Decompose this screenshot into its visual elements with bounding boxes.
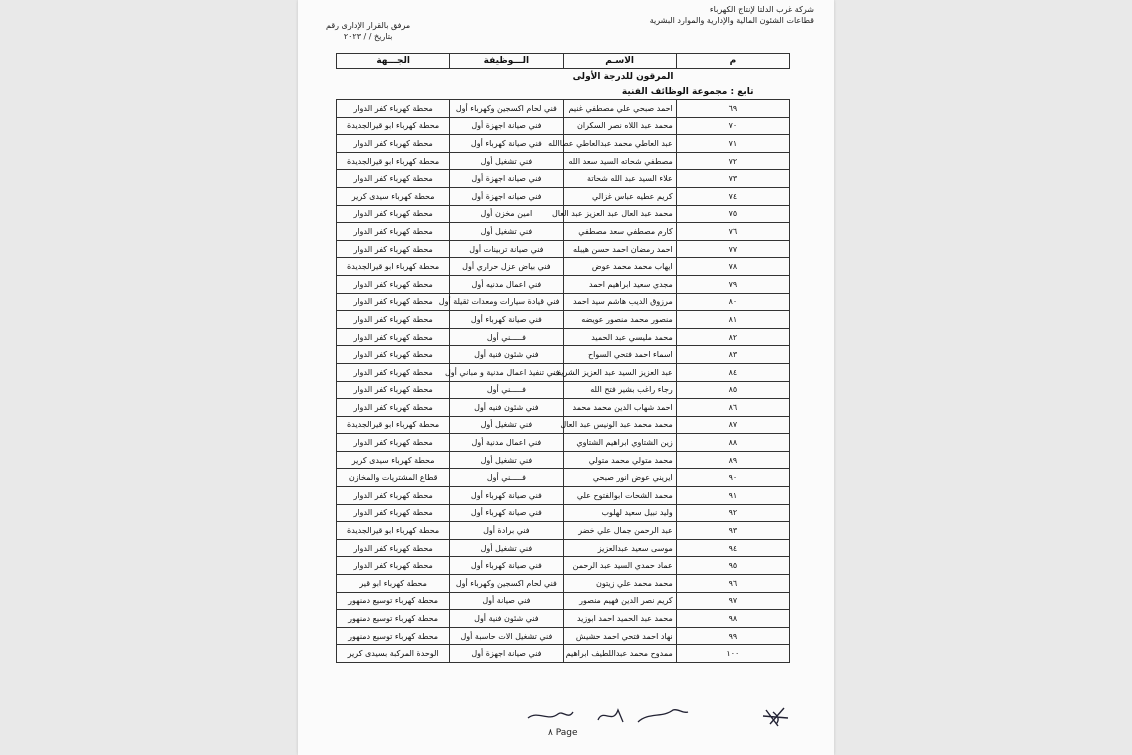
job-title: فني صيانة كهرباء أول: [450, 487, 563, 505]
employee-name: احمد رمضان احمد حسن هيبله: [563, 240, 676, 258]
job-title: فني صيانة اجهزة أول: [450, 117, 563, 135]
table-row: [337, 100, 790, 118]
row-number: ٩٤: [676, 539, 789, 557]
job-title: فـــــني أول: [450, 469, 563, 487]
table-row: [337, 346, 790, 364]
employee-name: مصطفي شحاته السيد سعد الله: [563, 152, 676, 170]
employee-name: منصور محمد منصور عويضه: [563, 311, 676, 329]
row-number: ٨٠: [676, 293, 789, 311]
company-department: قطاعات الشئون المالية والإدارية والموارد البشرية: [649, 16, 814, 25]
department: محطة كهرباء كفر الدوار: [337, 275, 450, 293]
employee-name: عبد العزيز السيد عبد العزيز الشريف: [563, 363, 676, 381]
employee-name: ايريني عوض انور صبحي: [563, 469, 676, 487]
table-row: [337, 487, 790, 505]
department: قطاع المشتريات والمخازن: [337, 469, 450, 487]
signature-1: [528, 712, 573, 718]
job-title: فني تشغيل أول: [450, 152, 563, 170]
row-number: ٩١: [676, 487, 789, 505]
table-row: [337, 275, 790, 293]
table-row: [337, 328, 790, 346]
col-num: م: [676, 54, 789, 69]
department: محطة كهرباء كفر الدوار: [337, 223, 450, 241]
table-row: [337, 187, 790, 205]
row-number: ٩٠: [676, 469, 789, 487]
department: محطة كهرباء كفر الدوار: [337, 504, 450, 522]
decision-reference: [326, 20, 410, 42]
employee-name: ايهاب محمد محمد عوض: [563, 258, 676, 276]
table-row: [337, 504, 790, 522]
job-title: فني برادة أول: [450, 522, 563, 540]
table-row: [337, 135, 790, 153]
employee-name: اسماء احمد فتحي السواح: [563, 346, 676, 364]
job-title: فني تشغيل أول: [450, 223, 563, 241]
department: محطة كهرباء كفر الدوار: [337, 363, 450, 381]
employee-name: موسى سعيد عبدالعزيز: [563, 539, 676, 557]
promotions-table: [336, 53, 790, 663]
row-number: ٦٩: [676, 100, 789, 118]
job-title: فني تشغيل أول: [450, 539, 563, 557]
job-title: فني صيانة كهرباء أول: [450, 557, 563, 575]
row-number: ٩٩: [676, 627, 789, 645]
job-title: فني صيانة اجهزة أول: [450, 170, 563, 188]
department: محطة كهرباء كفر الدوار: [337, 434, 450, 452]
department: محطة كهرباء كفر الدوار: [337, 399, 450, 417]
job-title: فـــــني أول: [450, 381, 563, 399]
employee-name: محمد محمد عبد الونيس عبد العال: [563, 416, 676, 434]
job-title: فني صيانة اجهزة أول: [450, 645, 563, 663]
company-name: شركة غرب الدلتا لإنتاج الكهرباء: [709, 5, 814, 14]
job-title: فـــــني أول: [450, 328, 563, 346]
employee-name: نهاد احمد فتحي احمد حشيش: [563, 627, 676, 645]
row-number: ٧٥: [676, 205, 789, 223]
company-header: [650, 4, 814, 26]
table-row: [337, 575, 790, 593]
col-job: الـــوظيفة: [450, 54, 563, 69]
employee-name: كارم مصطفي سعد مصطفي: [563, 223, 676, 241]
department: محطة كهرباء ابو قيرالجديدة: [337, 522, 450, 540]
table-row: [337, 627, 790, 645]
employee-name: محمد عبد اللاه نصر السكران: [563, 117, 676, 135]
job-title: فني تشغيل أول: [450, 451, 563, 469]
employee-name: علاء السيد عبد الله شحاتة: [563, 170, 676, 188]
row-number: ٩٥: [676, 557, 789, 575]
row-number: ٧٦: [676, 223, 789, 241]
employee-name: محمد مليسي عبد الحميد: [563, 328, 676, 346]
employee-name: عماد حمدي السيد عبد الرحمن: [563, 557, 676, 575]
table-row: [337, 557, 790, 575]
row-number: ٨٣: [676, 346, 789, 364]
row-number: ٩٢: [676, 504, 789, 522]
employee-name: محمد متولي محمد متولي: [563, 451, 676, 469]
table-row: [337, 311, 790, 329]
job-title: فني صيانة تربينات أول: [450, 240, 563, 258]
job-title: فني صيانة أول: [450, 592, 563, 610]
row-number: ٧٧: [676, 240, 789, 258]
job-title: فني صيانة كهرباء أول: [450, 311, 563, 329]
job-title: فني شئون فنية أول: [450, 610, 563, 628]
employee-name: احمد صبحي علي مصطفي غنيم: [563, 100, 676, 118]
row-number: ٧٩: [676, 275, 789, 293]
job-title: فني تنفيذ اعمال مدنية و مباني أول: [450, 363, 563, 381]
department: محطة كهرباء ابو قيرالجديدة: [337, 152, 450, 170]
row-number: ٩٨: [676, 610, 789, 628]
department: محطة كهرباء كفر الدوار: [337, 328, 450, 346]
job-title: فني صيانة كهرباء أول: [450, 135, 563, 153]
employee-name: عبد العاطي محمد عبدالعاطي عطاالله: [563, 135, 676, 153]
table-row: [337, 205, 790, 223]
row-number: ٨٩: [676, 451, 789, 469]
signatures: [508, 700, 808, 730]
employee-name: عبد الرحمن جمال علي خضر: [563, 522, 676, 540]
job-title: فني لحام اكسجين وكهرباء أول: [450, 100, 563, 118]
job-title: فني قيادة سيارات ومعدات ثقيلة أول: [450, 293, 563, 311]
page-number: Page ٨: [548, 728, 578, 738]
department: محطة كهرباء كفر الدوار: [337, 135, 450, 153]
row-number: ٧٨: [676, 258, 789, 276]
signature-2: [598, 710, 623, 722]
section-subtitle: تابع : مجموعة الوظائف الفنية: [621, 86, 754, 97]
table-header-row: [337, 54, 790, 69]
department: محطة كهرباء كفر الدوار: [337, 557, 450, 575]
department: محطة كهرباء كفر الدوار: [337, 487, 450, 505]
signature-4: [763, 708, 788, 726]
employee-name: احمد شهاب الدين محمد محمد: [563, 399, 676, 417]
employee-name: رجاء راغب بشير فتح الله: [563, 381, 676, 399]
signature-3: [638, 710, 688, 722]
employee-name: وليد نبيل سعيد لهلوب: [563, 504, 676, 522]
row-number: ٨٥: [676, 381, 789, 399]
job-title: فني صيانة كهرباء أول: [450, 504, 563, 522]
department: محطة كهرباء ابو قيرالجديدة: [337, 117, 450, 135]
job-title: فني اعمال مدنيه أول: [450, 275, 563, 293]
table-row: [337, 117, 790, 135]
table-row: [337, 610, 790, 628]
department: محطة كهرباء كفر الدوار: [337, 240, 450, 258]
employee-name: كريم نصر الدين فهيم منصور: [563, 592, 676, 610]
table-row: [337, 592, 790, 610]
row-number: ٨٨: [676, 434, 789, 452]
table-row: [337, 645, 790, 663]
department: محطة كهرباء كفر الدوار: [337, 170, 450, 188]
department: محطة كهرباء ابو قيرالجديدة: [337, 258, 450, 276]
job-title: فني تشغيل الات حاسبة أول: [450, 627, 563, 645]
department: محطة كهرباء توسيع دمنهور: [337, 610, 450, 628]
section-subtitle-row: [337, 84, 790, 100]
table-row: [337, 522, 790, 540]
employee-name: محمد عبد العال عبد العزيز عبد العال: [563, 205, 676, 223]
job-title: فني شئون فنية أول: [450, 346, 563, 364]
row-number: ٧١: [676, 135, 789, 153]
employee-name: زين الشتاوي ابراهيم الشتاوي: [563, 434, 676, 452]
table-row: [337, 170, 790, 188]
employee-name: محمد محمد علي زيتون: [563, 575, 676, 593]
department: محطة كهرباء ابو قير: [337, 575, 450, 593]
job-title: فني شئون فنيه أول: [450, 399, 563, 417]
department: محطة كهرباء توسيع دمنهور: [337, 592, 450, 610]
employee-name: ممدوح محمد عبداللطيف ابراهيم: [563, 645, 676, 663]
row-number: ٧٠: [676, 117, 789, 135]
row-number: ٧٢: [676, 152, 789, 170]
department: محطة كهرباء كفر الدوار: [337, 100, 450, 118]
employee-name: مجدي سعيد ابراهيم احمد: [563, 275, 676, 293]
table-row: [337, 223, 790, 241]
section-title-row: [337, 69, 790, 85]
department: محطة كهرباء ابو قيرالجديدة: [337, 416, 450, 434]
table-row: [337, 399, 790, 417]
employee-name: كريم عطيه عباس غزالي: [563, 187, 676, 205]
employee-name: محمد عبد الحميد احمد ابوزيد: [563, 610, 676, 628]
table-row: [337, 240, 790, 258]
table-row: [337, 381, 790, 399]
row-number: ١٠٠: [676, 645, 789, 663]
employee-name: محمد الشحات ابوالفتوح علي: [563, 487, 676, 505]
row-number: ٨٧: [676, 416, 789, 434]
department: محطة كهرباء سيدى كرير: [337, 451, 450, 469]
table-row: [337, 152, 790, 170]
table-row: [337, 416, 790, 434]
department: محطة كهرباء كفر الدوار: [337, 205, 450, 223]
job-title: امين مخزن أول: [450, 205, 563, 223]
job-title: فني صيانه اجهزة أول: [450, 187, 563, 205]
department: الوحدة المركبة بسيدى كرير: [337, 645, 450, 663]
document-page: [298, 0, 834, 755]
job-title: فني اعمال مدنية أول: [450, 434, 563, 452]
job-title: فني بياض عزل حراري أول: [450, 258, 563, 276]
table-row: [337, 451, 790, 469]
row-number: ٩٧: [676, 592, 789, 610]
row-number: ٨٢: [676, 328, 789, 346]
department: محطة كهرباء توسيع دمنهور: [337, 627, 450, 645]
row-number: ٧٣: [676, 170, 789, 188]
department: محطة كهرباء كفر الدوار: [337, 311, 450, 329]
row-number: ٨٤: [676, 363, 789, 381]
department: محطة كهرباء كفر الدوار: [337, 346, 450, 364]
table-row: [337, 469, 790, 487]
job-title: فني تشغيل أول: [450, 416, 563, 434]
table-row: [337, 539, 790, 557]
department: محطة كهرباء كفر الدوار: [337, 381, 450, 399]
row-number: ٨٦: [676, 399, 789, 417]
decision-date: بتاريخ / / ٢٠٢٣: [343, 32, 393, 41]
col-name: الاسـم: [563, 54, 676, 69]
employee-name: مرزوق الديب هاشم سيد احمد: [563, 293, 676, 311]
table-row: [337, 363, 790, 381]
table-row: [337, 293, 790, 311]
row-number: ٧٤: [676, 187, 789, 205]
department: محطة كهرباء سيدى كرير: [337, 187, 450, 205]
decision-number: مرفق بالقرار الإدارى رقم: [326, 21, 411, 30]
table-row: [337, 434, 790, 452]
table-row: [337, 258, 790, 276]
section-title: المرقون للدرجة الأولى: [572, 71, 674, 82]
department: محطة كهرباء كفر الدوار: [337, 293, 450, 311]
col-dept: الجـــهة: [337, 54, 450, 69]
row-number: ٨١: [676, 311, 789, 329]
row-number: ٩٣: [676, 522, 789, 540]
row-number: ٩٦: [676, 575, 789, 593]
job-title: فني لحام اكسجين وكهرباء أول: [450, 575, 563, 593]
department: محطة كهرباء كفر الدوار: [337, 539, 450, 557]
